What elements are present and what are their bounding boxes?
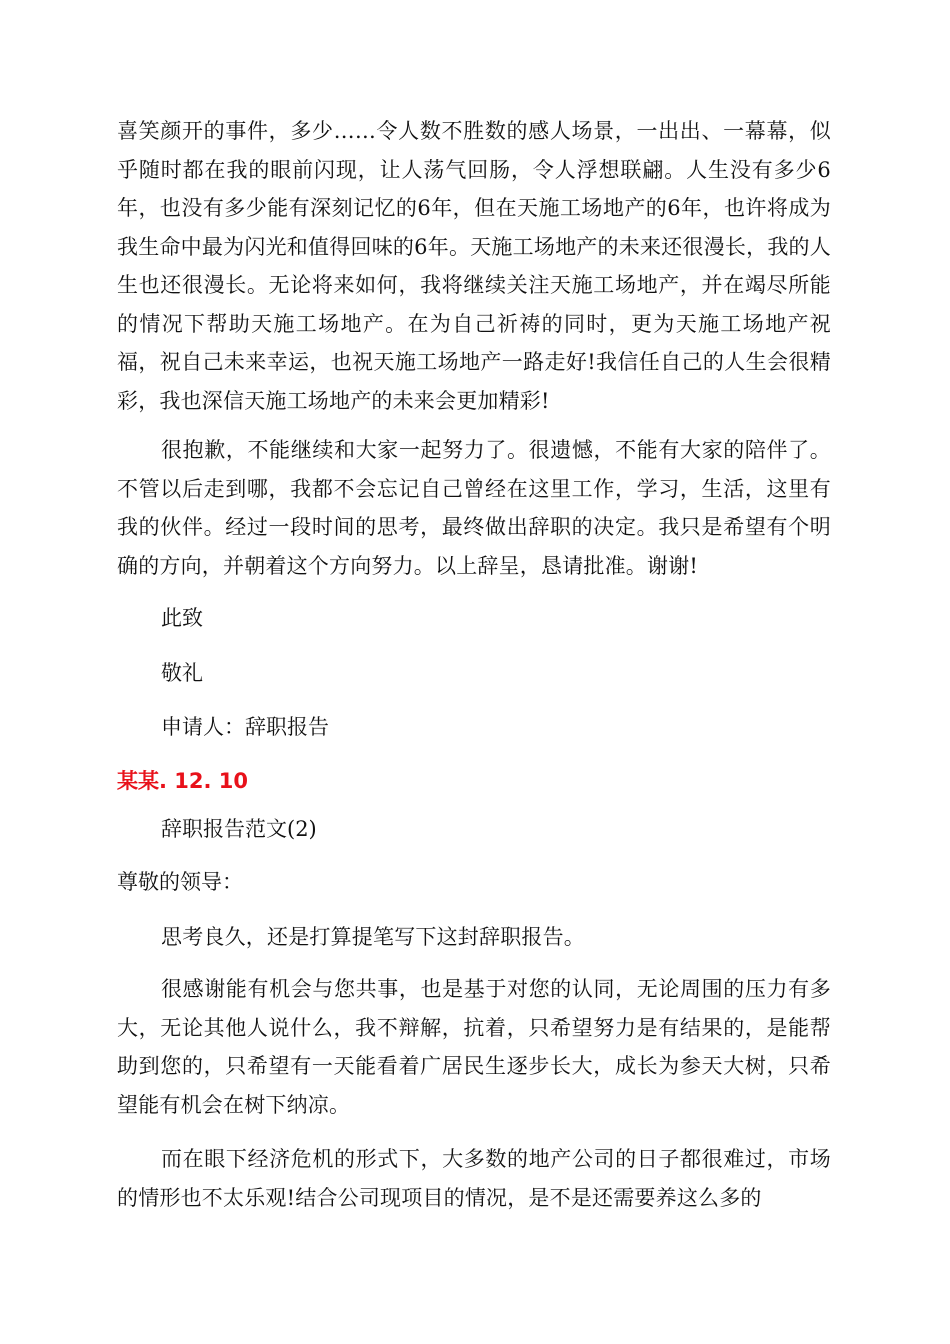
salutation: 尊敬的领导： xyxy=(117,870,243,894)
closing-salutation: 此致 xyxy=(161,606,203,630)
paragraph-thanks: 很感谢能有机会与您共事，也是基于对您的认同，无论周围的压力有多大，无论其他人说什么，我不辩解，抗着，只希望努力是有结果的，是能帮助到您的，只希望有一天能看着广居民生逐步长大，成长为参天大树，只希望能有机会在树下纳凉。 xyxy=(117,977,831,1117)
applicant-line: 申请人：辞职报告 xyxy=(161,715,329,739)
paragraph-intro: 思考良久，还是打算提笔写下这封辞职报告。 xyxy=(161,925,585,949)
closing-regards: 敬礼 xyxy=(161,661,203,685)
paragraph-crisis: 而在眼下经济危机的形式下，大多数的地产公司的日子都很难过，市场的情形也不太乐观!结合公司现项目的情况，是不是还需要养这么多的 xyxy=(117,1147,831,1210)
paragraph-apology: 很抱歉，不能继续和大家一起努力了。很遗憾，不能有大家的陪伴了。不管以后走到哪，我都不会忘记自己曾经在这里工作，学习，生活，这里有我的伙伴。经过一段时间的思考，最终做出辞职的决定。我只是希望有个明确的方向，并朝着这个方向努力。以上辞呈，恳请批准。谢谢! xyxy=(117,438,831,578)
section-title: 辞职报告范文(2) xyxy=(161,817,317,841)
paragraph-continued: 喜笑颜开的事件，多少……令人数不胜数的感人场景，一出出、一幕幕，似乎随时都在我的眼前闪现，让人荡气回肠，令人浮想联翩。人生没有多少6年，也没有多少能有深刻记忆的6年，但在天施工场地产的6年，也许将成为我生命中最为闪光和值得回味的6年。天施工场地产的未来还很漫长，我的人生也还很漫长。无论将来如何，我将继续关注天施工场地产，并在竭尽所能的情况下帮助天施工场地产。在为自己祈祷的同时，更为天施工场地产祝福，祝自己未来幸运，也祝天施工场地产一路走好!我信任自己的人生会很精彩，我也深信天施工场地产的未来会更加精彩! xyxy=(117,119,831,413)
date-line: 某某. 12. 10 xyxy=(117,769,249,793)
